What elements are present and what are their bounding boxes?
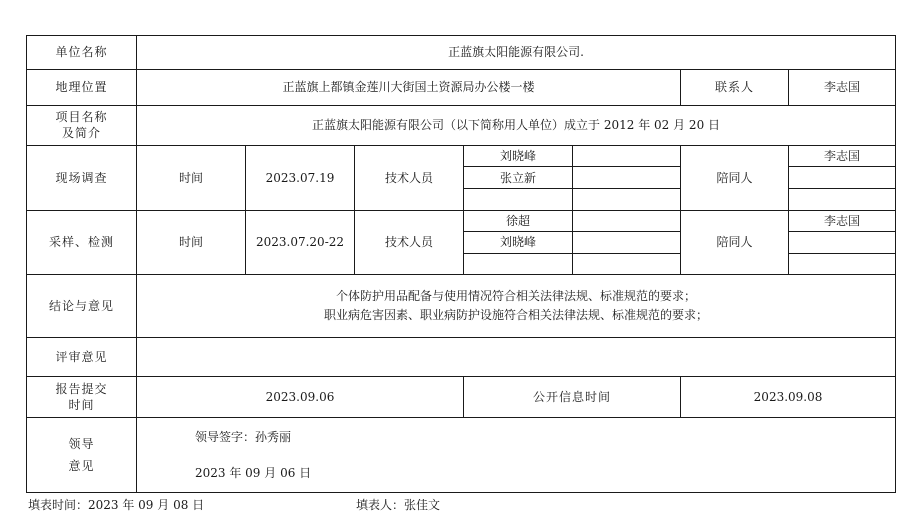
label-leader (27, 417, 137, 492)
footer-filler: 填表人：张佳文 (356, 498, 441, 512)
leader-signature: 领导签字：孙秀丽 (195, 429, 292, 444)
row-review (27, 337, 896, 376)
value-site-survey-accompany-2 (789, 167, 896, 189)
label-leader-line1: 领导 (68, 436, 95, 451)
value-site-survey-staff-3 (464, 188, 573, 210)
value-site-survey-staff-2: 张立新 (464, 167, 573, 189)
label-unit-name: 单位名称 (27, 36, 137, 70)
label-report-submit (27, 376, 137, 417)
value-report-submit-date: 2023.09.06 (137, 376, 464, 417)
label-review: 评审意见 (27, 337, 137, 376)
row-unit-name (27, 36, 896, 70)
blank-cell (573, 167, 681, 189)
label-contact: 联系人 (681, 69, 789, 105)
label-sampling-time: 时间 (137, 210, 246, 275)
value-location: 正蓝旗上都镇金莲川大街国土资源局办公楼一楼 (137, 69, 681, 105)
value-disclosure-date: 2023.09.08 (681, 376, 896, 417)
row-sampling-1 (27, 210, 896, 232)
label-report-submit-line1: 报告提交 (55, 381, 108, 396)
label-report-submit-line2: 时间 (68, 397, 95, 412)
label-disclosure-time: 公开信息时间 (464, 376, 681, 417)
conclusion-line-1: 个体防护用品配备与使用情况符合相关法律法规、标准规范的要求； (336, 289, 697, 304)
label-site-survey: 现场调查 (27, 145, 137, 210)
spacer (195, 446, 893, 464)
row-leader (27, 417, 896, 492)
label-conclusion: 结论与意见 (27, 275, 137, 338)
label-location: 地理位置 (27, 69, 137, 105)
value-sampling-accompany-3 (789, 253, 896, 275)
label-leader-line2: 意见 (68, 458, 95, 473)
blank-cell (573, 253, 681, 275)
value-site-survey-date: 2023.07.19 (246, 145, 355, 210)
label-sampling-accompany: 陪同人 (681, 210, 789, 275)
label-project-intro (27, 105, 137, 145)
label-sampling: 采样、检测 (27, 210, 137, 275)
row-report-submit (27, 376, 896, 417)
blank-cell (573, 145, 681, 167)
label-site-survey-staff: 技术人员 (355, 145, 464, 210)
value-site-survey-accompany-3 (789, 188, 896, 210)
label-site-survey-accompany: 陪同人 (681, 145, 789, 210)
label-project-intro-line2: 及简介 (61, 126, 101, 141)
row-location (27, 69, 896, 105)
row-project-intro (27, 105, 896, 145)
value-sampling-date: 2023.07.20-22 (246, 210, 355, 275)
value-project-intro: 正蓝旗太阳能源有限公司（以下简称用人单位）成立于 2012 年 02 月 20 日 (137, 105, 896, 145)
value-sampling-staff-2: 刘晓峰 (464, 232, 573, 254)
value-unit-name: 正蓝旗太阳能源有限公司. (137, 36, 896, 70)
label-sampling-staff: 技术人员 (355, 210, 464, 275)
value-sampling-accompany-1: 李志国 (789, 210, 896, 232)
value-sampling-staff-1: 徐超 (464, 210, 573, 232)
info-table (26, 35, 896, 493)
value-review (137, 337, 896, 376)
row-site-survey-1 (27, 145, 896, 167)
value-sampling-staff-3 (464, 253, 573, 275)
label-project-intro-line1: 项目名称 (55, 110, 108, 125)
value-sampling-accompany-2 (789, 232, 896, 254)
label-site-survey-time: 时间 (137, 145, 246, 210)
footer-fill-time: 填表时间：2023 年 09 月 08 日 (28, 498, 205, 512)
value-contact: 李志国 (789, 69, 896, 105)
value-site-survey-staff-1: 刘晓峰 (464, 145, 573, 167)
value-leader (137, 417, 896, 492)
value-conclusion (137, 275, 896, 338)
blank-cell (573, 232, 681, 254)
blank-cell (573, 210, 681, 232)
row-conclusion (27, 275, 896, 338)
leader-date: 2023 年 09 月 06 日 (195, 465, 312, 480)
conclusion-line-2: 职业病危害因素、职业病防护设施符合相关法律法规、标准规范的要求； (324, 308, 709, 323)
value-site-survey-accompany-1: 李志国 (789, 145, 896, 167)
blank-cell (573, 188, 681, 210)
